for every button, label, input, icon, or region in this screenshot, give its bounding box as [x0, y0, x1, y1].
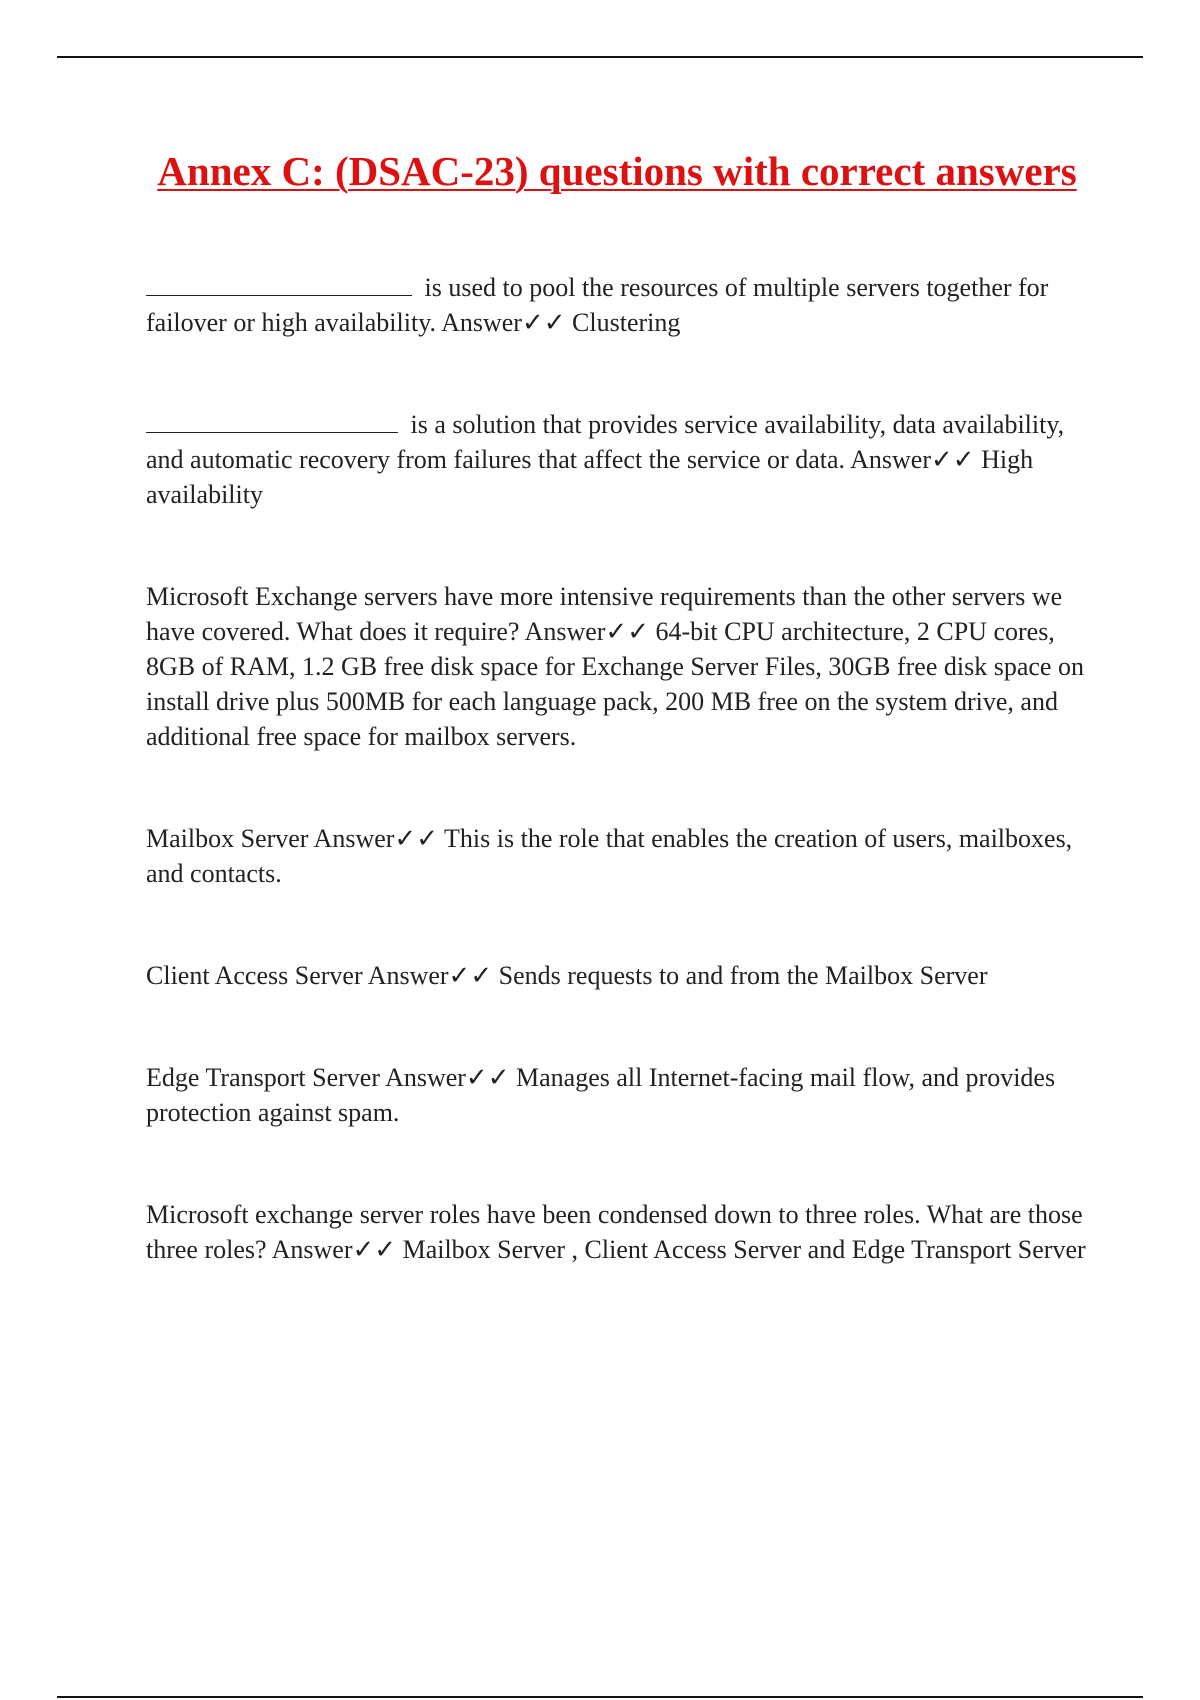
qa-item-3 [146, 579, 1086, 754]
qa-list [146, 270, 1086, 1267]
top-rule [57, 56, 1143, 58]
answer-label: Answer✓✓ [441, 308, 566, 337]
fill-in-blank [146, 408, 398, 433]
answer-text: 64-bit CPU architecture, 2 CPU cores, 8GB of RAM, 1.2 GB free disk space for Exchange Server Files, 30GB free disk space on install drive plus 500MB for each language pack, 200 MB free on the system drive, and additional free space for mailbox servers. [146, 617, 1084, 751]
qa-item-1 [146, 270, 1086, 340]
answer-text: This is the role that enables the creation of users, mailboxes, and contacts. [146, 824, 1073, 888]
answer-label: Answer✓✓ [313, 824, 438, 853]
question-text: Edge Transport Server [146, 1063, 380, 1092]
answer-label: Answer✓✓ [850, 445, 975, 474]
question-text: Client Access Server [146, 961, 363, 990]
question-text: Microsoft exchange server roles have been condensed down to three roles. What are those three roles? [146, 1200, 1083, 1264]
question-text: Mailbox Server [146, 824, 309, 853]
question-text: Microsoft Exchange servers have more intensive requirements than the other servers we have covered. What does it require? [146, 582, 1063, 646]
answer-label: Answer✓✓ [271, 1235, 397, 1264]
answer-label: Answer✓✓ [367, 961, 493, 990]
question-text: is a solution that provides service availability, data availability, and automatic recovery from failures that affect the service or data. [146, 410, 1065, 474]
answer-text: Manages all Internet-facing mail flow, and provides protection against spam. [146, 1063, 1056, 1127]
qa-item-6 [146, 1060, 1086, 1130]
fill-in-blank [146, 271, 412, 296]
answer-label: Answer✓✓ [385, 1063, 510, 1092]
answer-text: High availability [146, 445, 1034, 509]
qa-item-4 [146, 821, 1086, 891]
document-title: Annex C: (DSAC-23) questions with correct answers [157, 148, 1077, 194]
qa-item-2 [146, 407, 1086, 512]
bottom-rule [57, 1696, 1143, 1698]
answer-text: Mailbox Server , Client Access Server and Edge Transport Server [402, 1235, 1086, 1264]
qa-item-5 [146, 958, 1086, 993]
answer-text: Clustering [572, 308, 681, 337]
qa-item-7 [146, 1197, 1086, 1267]
answer-text: Sends requests to and from the Mailbox Server [498, 961, 988, 990]
question-text: is used to pool the resources of multiple servers together for failover or high availability. [146, 273, 1049, 337]
answer-label: Answer✓✓ [524, 617, 649, 646]
